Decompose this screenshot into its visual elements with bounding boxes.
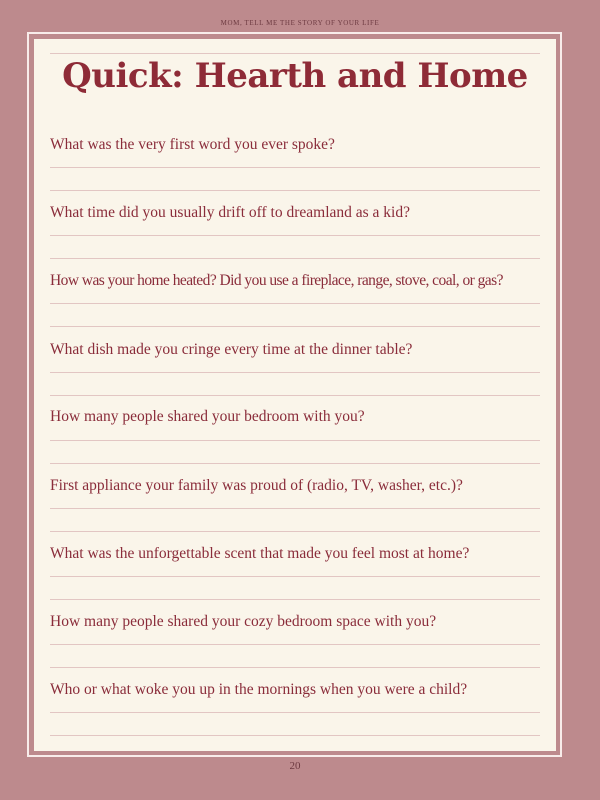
answer-line[interactable]	[50, 508, 540, 509]
question-item	[50, 408, 540, 426]
top-rule	[50, 53, 540, 54]
answer-line[interactable]	[50, 190, 540, 191]
question-text: How many people shared your cozy bedroom space with you?	[50, 613, 437, 630]
question-text: What was the very first word you ever spoke?	[50, 136, 335, 153]
question-text: First appliance your family was proud of (radio, TV, washer, etc.)?	[50, 477, 463, 494]
answer-line[interactable]	[50, 326, 540, 327]
question-item	[50, 681, 540, 699]
answer-line[interactable]	[50, 372, 540, 373]
question-text: How was your home heated? Did you use a fireplace, range, stove, coal, or gas?	[50, 272, 503, 289]
question-item	[50, 204, 540, 222]
answer-line[interactable]	[50, 440, 540, 441]
question-item	[50, 341, 540, 359]
page-number: 20	[289, 760, 301, 772]
question-text: What was the unforgettable scent that made you feel most at home?	[50, 545, 470, 562]
question-item	[50, 545, 540, 563]
answer-line[interactable]	[50, 303, 540, 304]
answer-line[interactable]	[50, 235, 540, 236]
answer-line[interactable]	[50, 395, 540, 396]
question-item	[50, 272, 540, 290]
running-header: MOM, TELL ME THE STORY OF YOUR LIFE	[220, 19, 380, 27]
answer-line[interactable]	[50, 712, 540, 713]
answer-line[interactable]	[50, 644, 540, 645]
question-item	[50, 136, 540, 154]
answer-line[interactable]	[50, 463, 540, 464]
answer-line[interactable]	[50, 258, 540, 259]
answer-line[interactable]	[50, 531, 540, 532]
question-item	[50, 613, 540, 631]
bottom-rule	[50, 735, 540, 736]
question-text: What time did you usually drift off to dreamland as a kid?	[50, 204, 410, 221]
answer-line[interactable]	[50, 667, 540, 668]
answer-line[interactable]	[50, 167, 540, 168]
question-text: What dish made you cringe every time at the dinner table?	[50, 341, 413, 358]
page-title: Quick: Hearth and Home	[62, 56, 528, 96]
answer-line[interactable]	[50, 576, 540, 577]
answer-line[interactable]	[50, 599, 540, 600]
question-text: How many people shared your bedroom with you?	[50, 408, 365, 425]
question-text: Who or what woke you up in the mornings when you were a child?	[50, 681, 468, 698]
question-item	[50, 477, 540, 495]
